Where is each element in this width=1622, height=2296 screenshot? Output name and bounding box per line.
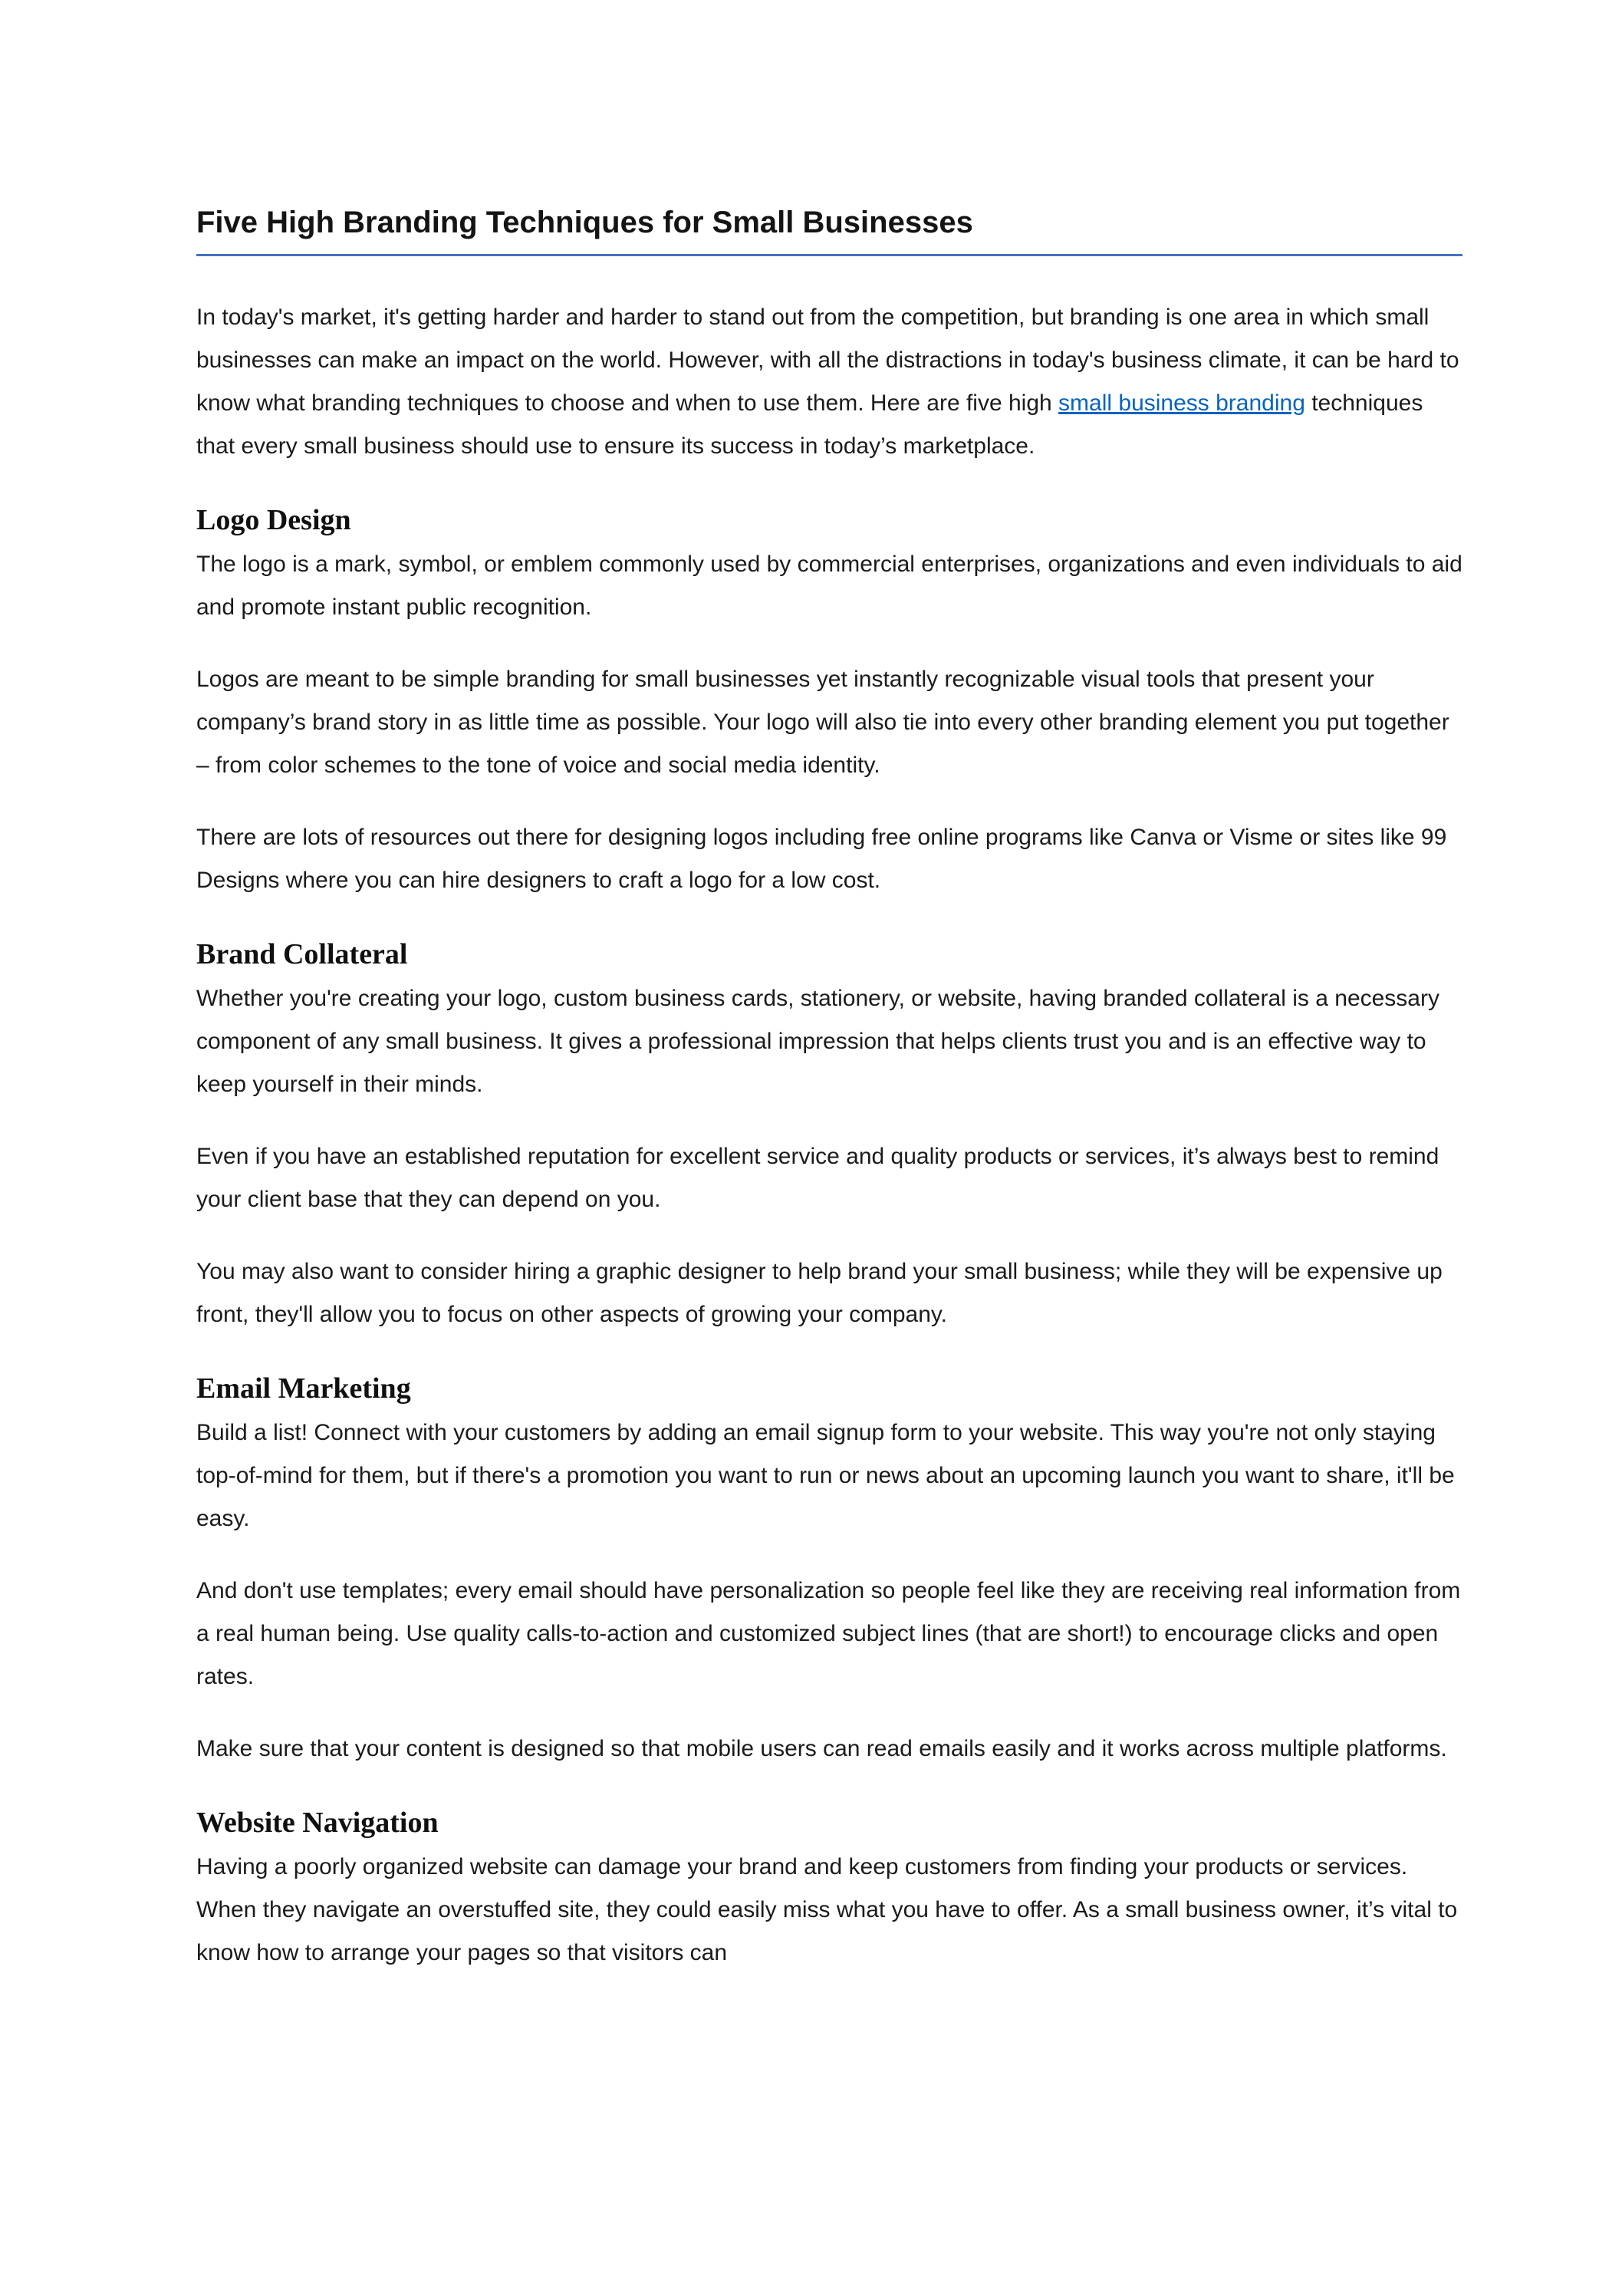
email-marketing-paragraph-3: Make sure that your content is designed so that mobile users can read emails easily and it works across multiple platforms.	[196, 1736, 1447, 1761]
section-heading-website-navigation: Website Navigation	[196, 1807, 439, 1839]
section-heading-brand-collateral: Brand Collateral	[196, 938, 408, 970]
logo-design-paragraph-1: The logo is a mark, symbol, or emblem commonly used by commercial enterprises, organizations and even individuals to aid and promote instant public recognition.	[196, 552, 1462, 620]
logo-design-paragraph-2: Logos are meant to be simple branding for small businesses yet instantly recognizable visual tools that present your company’s brand story in as little time as possible. Your logo will also tie into every other branding element you put together – from color schemes to the tone of voice and social media identity.	[196, 667, 1449, 778]
logo-design-paragraph-3: There are lots of resources out there for designing logos including free online programs like Canva or Visme or sites like 99 Designs where you can hire designers to craft a logo for a low cost.	[196, 825, 1447, 893]
brand-collateral-paragraph-3: You may also want to consider hiring a graphic designer to help brand your small business; while they will be expensive up front, they'll allow you to focus on other aspects of growing your company.	[196, 1259, 1443, 1327]
section-heading-logo-design: Logo Design	[196, 504, 351, 536]
section-logo-design	[196, 503, 1462, 902]
email-marketing-paragraph-1: Build a list! Connect with your customers by adding an email signup form to your website. This way you're not only staying top-of-mind for them, but if there's a promotion you want to run or news about an upcoming launch you want to share, it'll be easy.	[196, 1420, 1455, 1531]
section-email-marketing	[196, 1372, 1462, 1771]
section-heading-email-marketing: Email Marketing	[196, 1372, 411, 1405]
website-navigation-paragraph-1: Having a poorly organized website can damage your brand and keep customers from finding your products or services. When they navigate an overstuffed site, they could easily miss what you have to offer. As a small business owner, it’s vital to know how to arrange your pages so that visitors can	[196, 1854, 1458, 1965]
intro-paragraph	[196, 296, 1462, 468]
section-brand-collateral	[196, 937, 1462, 1336]
email-marketing-paragraph-2: And don't use templates; every email should have personalization so people feel like they are receiving real information from a real human being. Use quality calls-to-action and customized subject lines (that are short!) to encourage clicks and open rates.	[196, 1578, 1461, 1689]
intro-text-after-link: techniques that every small business should use to ensure its success in today’s marketplace.	[196, 390, 1423, 459]
brand-collateral-paragraph-2: Even if you have an established reputation for excellent service and quality products or services, it’s always best to remind your client base that they can depend on you.	[196, 1144, 1439, 1212]
document-title: Five High Branding Techniques for Small Businesses	[196, 206, 1462, 256]
brand-collateral-paragraph-1: Whether you're creating your logo, custom business cards, stationery, or website, having branded collateral is a necessary component of any small business. It gives a professional impression that helps clients trust you and is an effective way to keep yourself in their minds.	[196, 986, 1439, 1097]
intro-text-before-link: In today's market, it's getting harder and harder to stand out from the competition, but branding is one area in which small businesses can make an impact on the world. However, with all the distractions in today's business climate, it can be hard to know what branding techniques to choose and when to use them. Here are five high	[196, 305, 1459, 416]
small-business-branding-link[interactable]: small business branding	[1058, 390, 1305, 416]
section-website-navigation	[196, 1806, 1462, 1975]
